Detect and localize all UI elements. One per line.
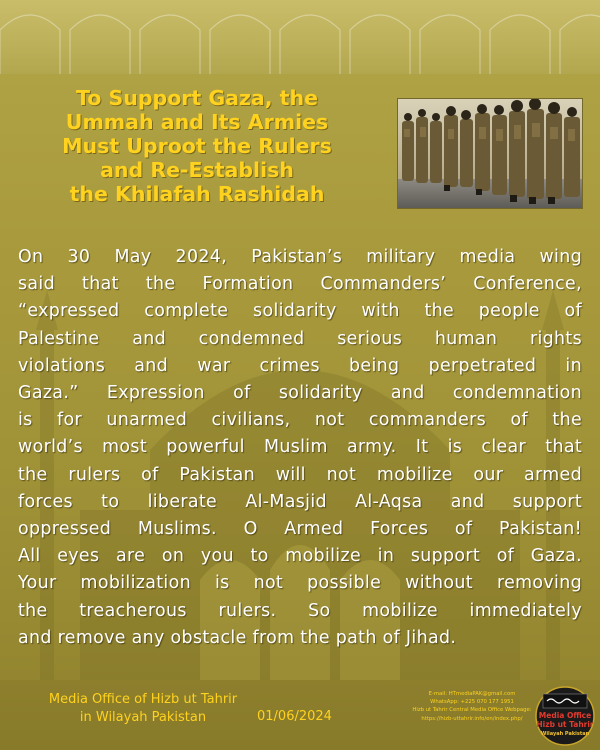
media-office-logo [533, 685, 597, 747]
statement-line: is for unarmed civilians, not commanders of the [18, 410, 582, 431]
top-band [0, 0, 600, 74]
statement-line: violations and war crimes being perpetrated in [18, 355, 582, 376]
logo-text-2: Hizb ut Tahrir [536, 720, 594, 729]
website-link[interactable]: https://hizb-uttahrir.info/en/index.php/ [421, 715, 523, 722]
whatsapp-text: WhatsApp: +225 070 177 1951 [430, 699, 514, 706]
arches-decoration [0, 0, 600, 74]
headline-line: the Khilafah Rashidah [69, 182, 325, 206]
soldiers-illustration [398, 99, 582, 208]
publication-date: 01/06/2024 [257, 709, 332, 724]
media-office-line-1: Media Office of Hizb ut Tahrir [48, 692, 238, 707]
headline-line: To Support Gaza, the [76, 86, 318, 110]
logo-text-1: Media Office [538, 711, 592, 720]
headline [28, 86, 366, 206]
statement-line: the treacherous rulers. So mobilize immediately [18, 600, 582, 621]
email-text: E-mail: HTmediaPAK@gmail.com [428, 691, 516, 697]
cmo-text: Hizb ut Tahrir Central Media Office Webpage: [412, 707, 532, 714]
statement-line: forces to liberate Al-Masjid Al-Aqsa and support [18, 491, 582, 512]
logo-text-3: Wilayah Pakistan [540, 731, 590, 737]
media-office-name [25, 691, 261, 727]
statement-line: Gaza.” Expression of solidarity and condemnation [18, 383, 582, 404]
media-office-line-2: in Wilayah Pakistan [79, 710, 207, 725]
statement-line: the rulers of Pakistan will not mobilize our armed [18, 464, 582, 485]
statement-text [18, 244, 582, 652]
statement-line: Your mobilization is not possible without removing [18, 573, 582, 594]
headline-line: and Re-Establish [100, 158, 294, 182]
headline-line: Ummah and Its Armies [65, 110, 329, 134]
statement-line: All eyes are on you to mobilize in support of Gaza. [18, 546, 582, 567]
statement-line: oppressed Muslims. O Armed Forces of Pakistan! [18, 519, 582, 540]
statement-line: Palestine and condemned serious human rights [18, 328, 582, 349]
contact-info [392, 690, 552, 723]
statement-line: and remove any obstacle from the path of Jihad. [18, 627, 457, 648]
soldiers-marching-photo [397, 98, 583, 209]
headline-line: Must Uproot the Rulers [62, 134, 332, 158]
statement-line: On 30 May 2024, Pakistan’s military media wing [18, 247, 582, 267]
statement-line: “expressed complete solidarity with the people of [18, 301, 582, 322]
statement-line: world’s most powerful Muslim army. It is clear that [18, 437, 582, 458]
statement-line: said that the Formation Commanders’ Conference, [18, 274, 582, 295]
